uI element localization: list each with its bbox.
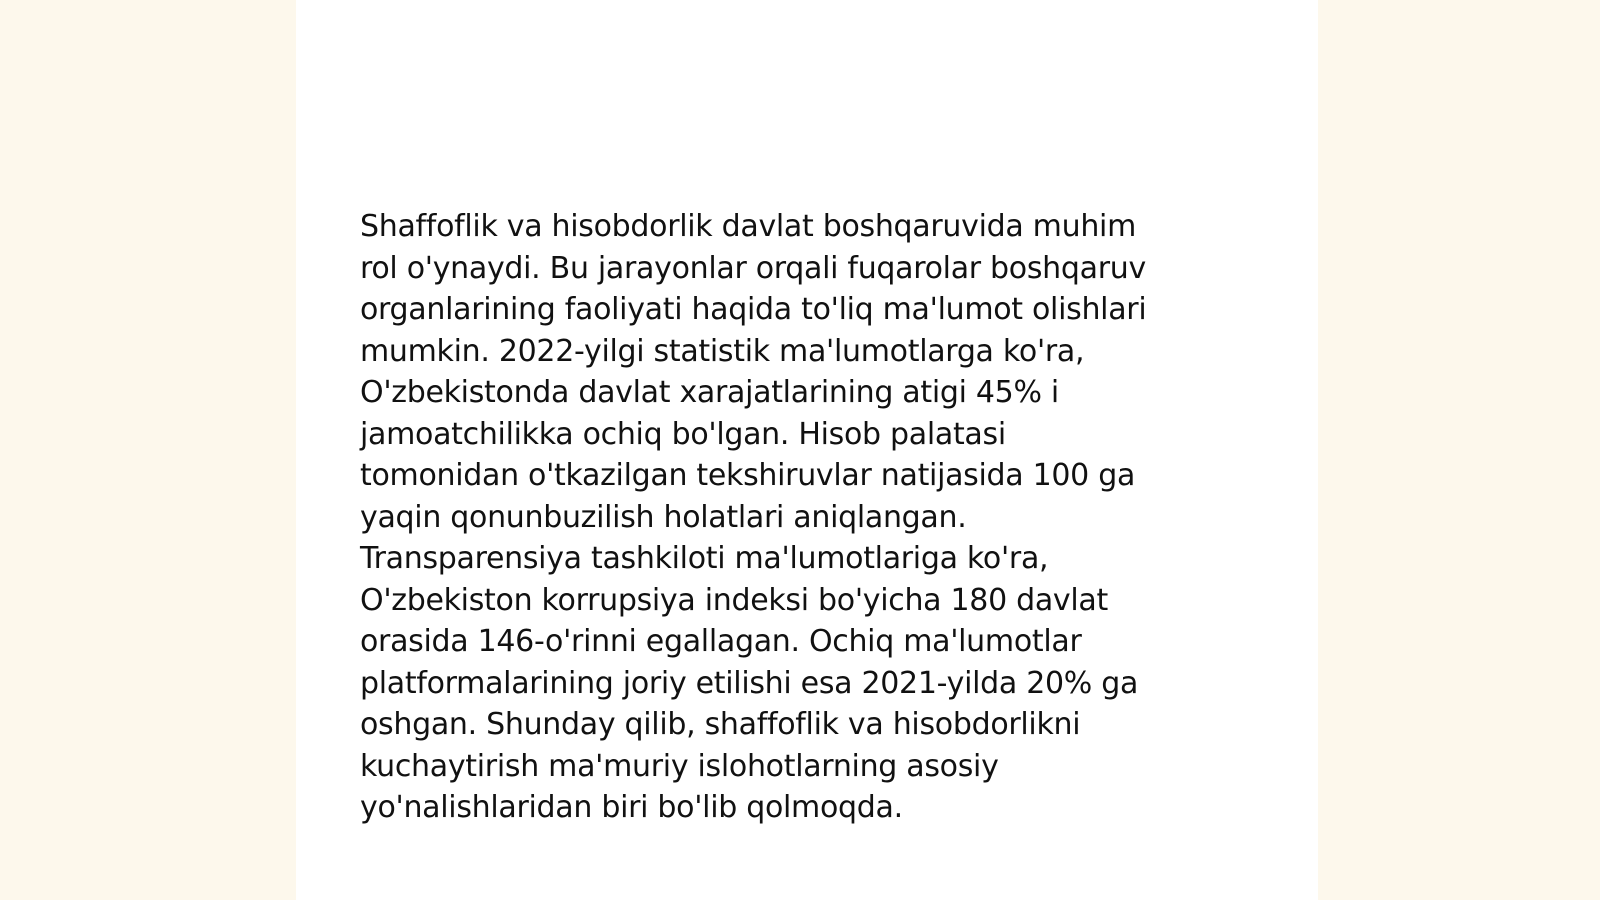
paragraph-line: jamoatchilikka ochiq bo'lgan. Hisob palatasi — [360, 416, 1006, 452]
paragraph-line: organlarining faoliyati haqida to'liq ma'lumot olishlari — [360, 292, 1147, 327]
paragraph-line: kuchaytirish ma'muriy islohotlarning asosiy — [360, 748, 999, 784]
paragraph-line: yaqin qonunbuzilish holatlari aniqlangan. — [360, 499, 967, 535]
paragraph-line: Transparensiya tashkiloti ma'lumotlariga ko'ra, — [360, 541, 1049, 576]
paragraph-line: platformalarining joriy etilishi esa 2021-yilda 20% ga — [360, 665, 1139, 701]
paragraph-line: O'zbekiston korrupsiya indeksi bo'yicha 180 davlat — [360, 582, 1108, 618]
paragraph-line: rol o'ynaydi. Bu jarayonlar orqali fuqarolar boshqaruv — [360, 250, 1146, 286]
paragraph-line: tomonidan o'tkazilgan tekshiruvlar natijasida 100 ga — [360, 458, 1136, 493]
paragraph-line: yo'nalishlaridan biri bo'lib qolmoqda. — [360, 790, 903, 825]
paragraph-line: Shaffoflik va hisobdorlik davlat boshqaruvida muhim — [360, 209, 1136, 244]
paragraph-line: O'zbekistonda davlat xarajatlarining atigi 45% i — [360, 375, 1059, 410]
paragraph-line: oshgan. Shunday qilib, shaffoflik va hisobdorlikni — [360, 707, 1081, 742]
paragraph-line: mumkin. 2022-yilgi statistik ma'lumotlarga ko'ra, — [360, 333, 1085, 369]
document-page — [296, 0, 1318, 900]
body-paragraph — [360, 206, 1260, 829]
paragraph-line: orasida 146-o'rinni egallagan. Ochiq ma'lumotlar — [360, 624, 1082, 659]
